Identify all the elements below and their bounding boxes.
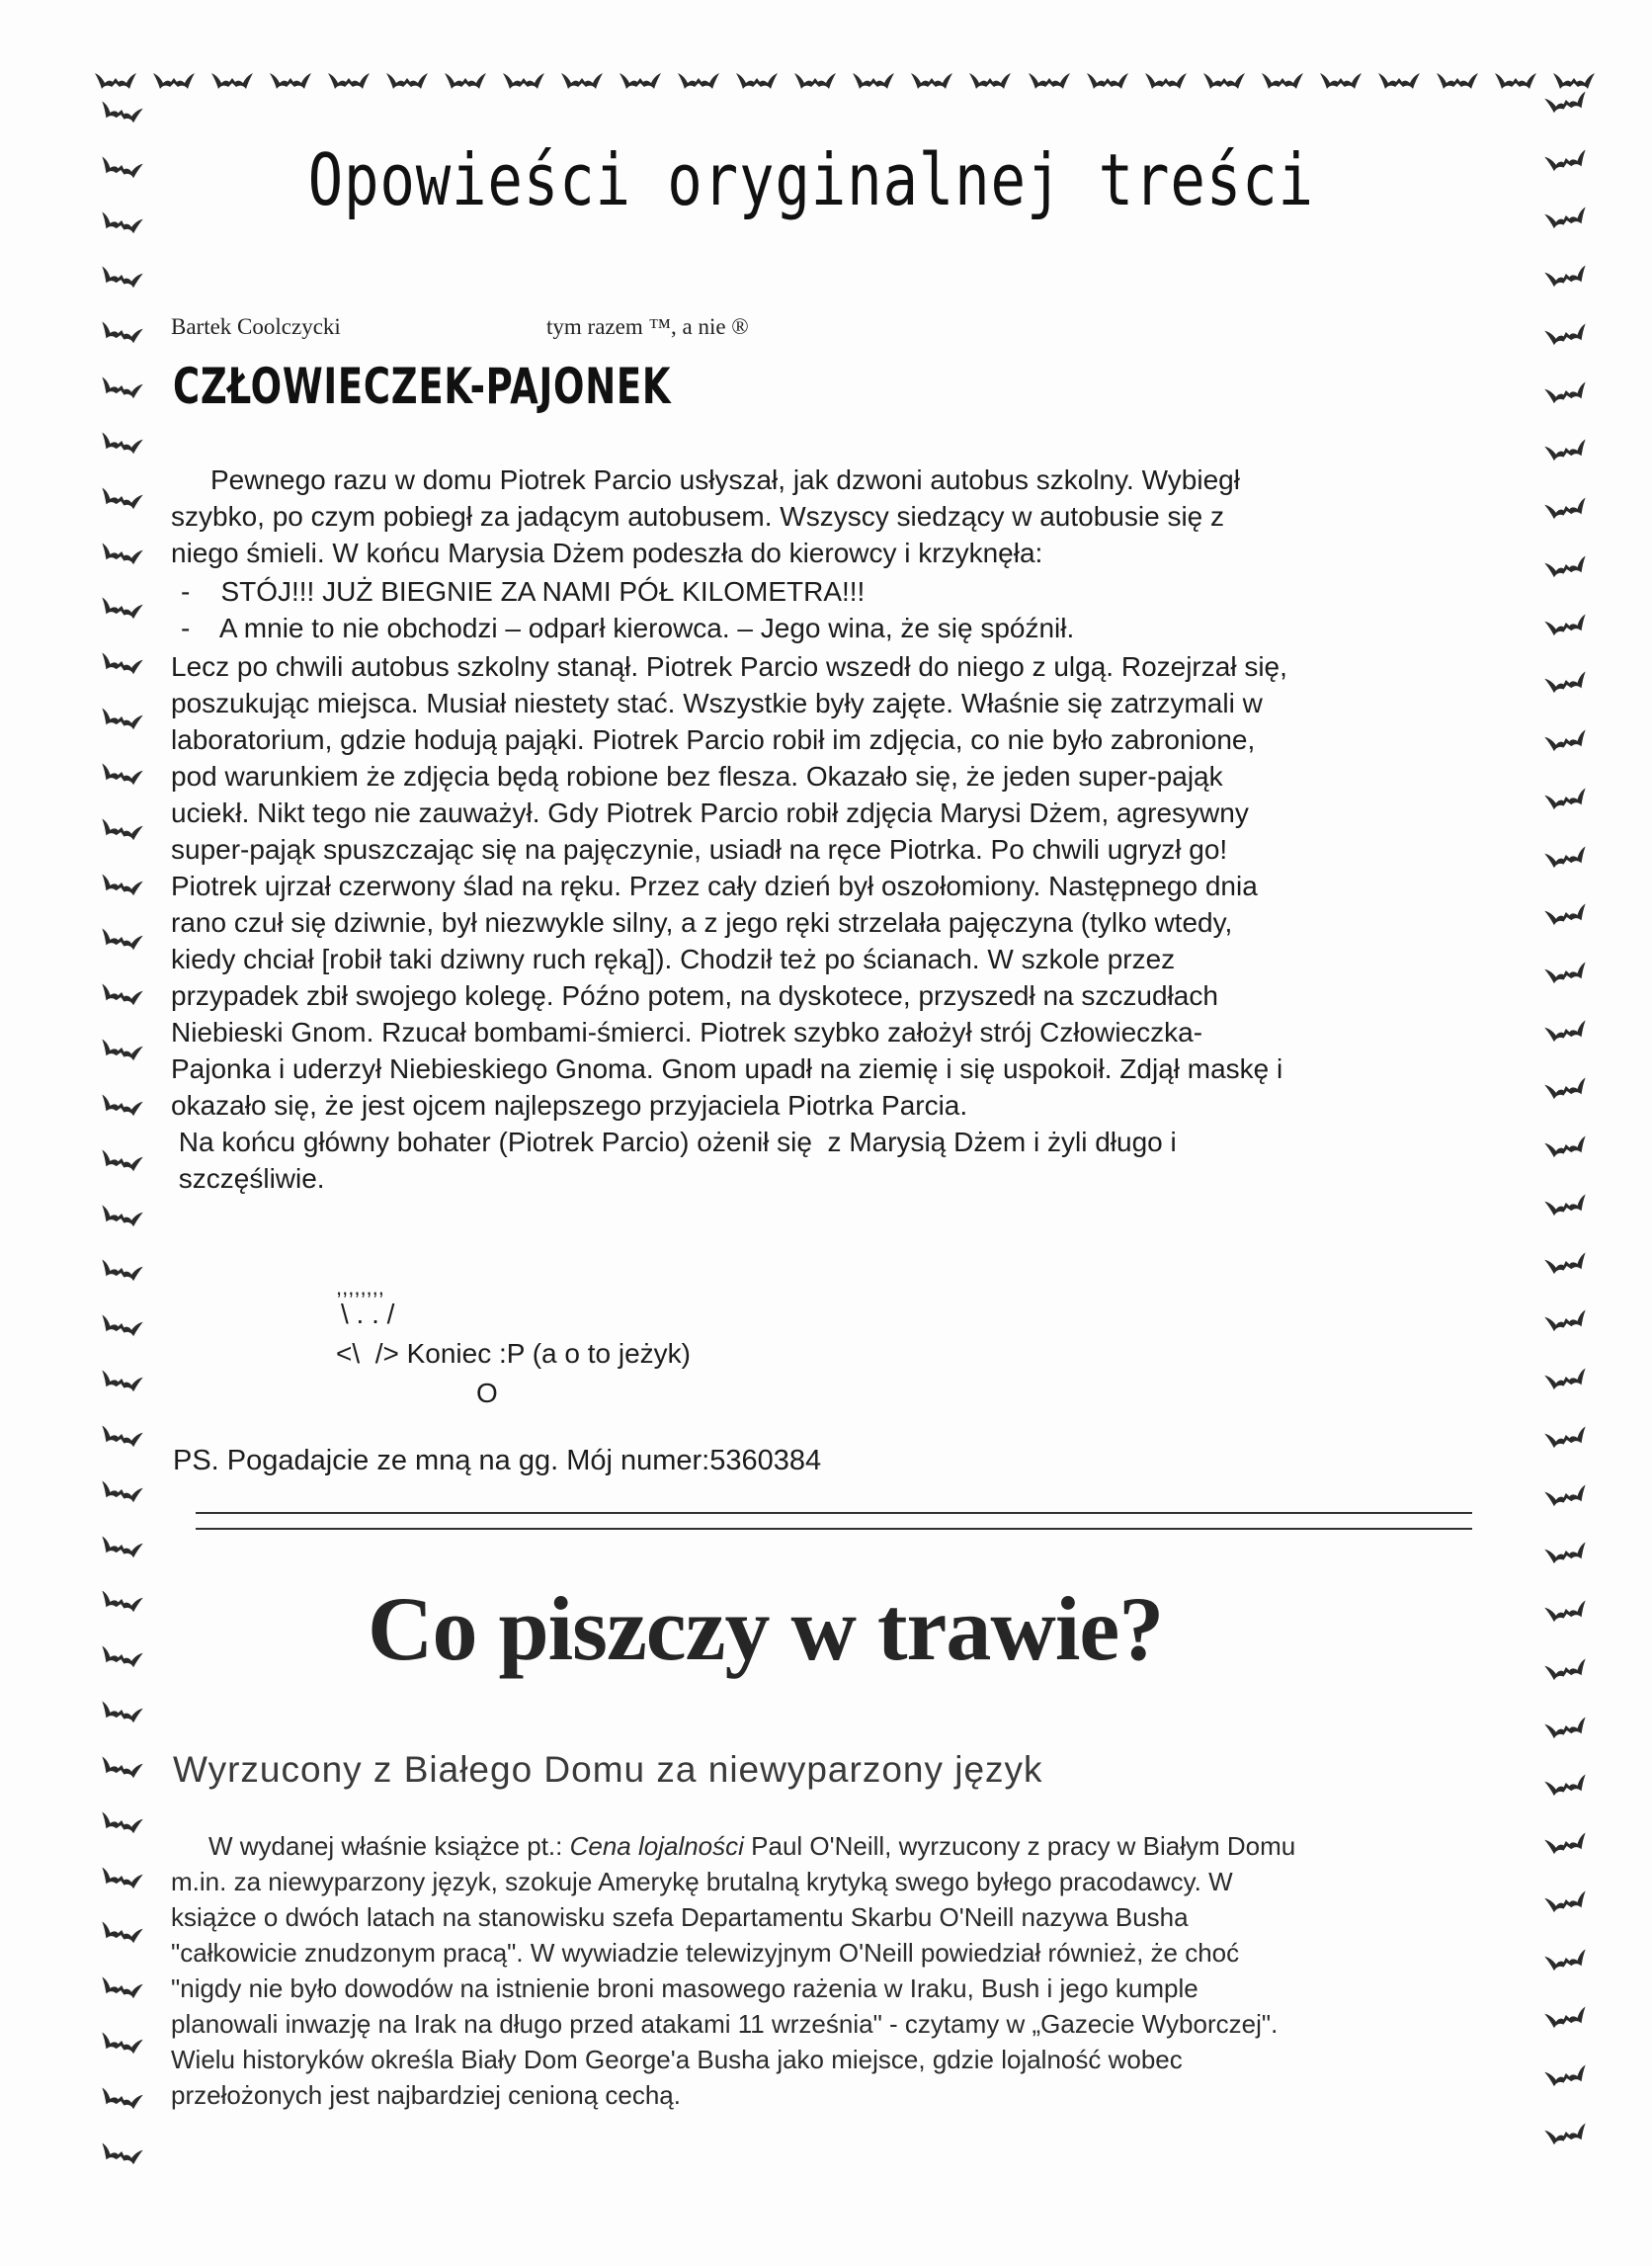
- story-line: Na końcu główny bohater (Piotrek Parcio) ożenił się z Marysią Dżem i żyli długo i: [171, 1127, 1177, 1157]
- bat-icon: [1544, 553, 1588, 577]
- story-dialogue-line: - STÓJ!!! JUŻ BIEGNIE ZA NAMI PÓŁ KILOMETRA!!!: [181, 576, 866, 607]
- bat-icon: [1544, 1947, 1588, 1971]
- bat-icon: [100, 1534, 143, 1557]
- story-line: szczęśliwie.: [171, 1163, 325, 1194]
- article-line: przełożonych jest najbardziej cenioną cechą.: [171, 2080, 681, 2110]
- ascii-art-line: <\ /> Koniec :P (a o to jeżyk): [336, 1338, 691, 1369]
- bat-icon: [1544, 786, 1588, 809]
- section-divider: [196, 1512, 1472, 1514]
- bat-icon: [100, 1368, 143, 1391]
- story-line: przypadek zbił swojego kolegę. Późno potem, na dyskotece, przyszedł na szczudłach: [171, 980, 1218, 1011]
- bat-icon: [1544, 205, 1588, 228]
- bat-icon: [100, 595, 143, 619]
- bat-icon: [1028, 67, 1071, 91]
- bat-icon: [910, 67, 953, 91]
- bat-icon: [1544, 321, 1588, 345]
- bat-icon: [100, 1423, 143, 1447]
- bat-icon: [1544, 960, 1588, 983]
- bat-icon: [210, 67, 254, 91]
- postscript: PS. Pogadajcie ze mną na gg. Mój numer:5360384: [173, 1445, 822, 1476]
- ascii-art-line: O: [476, 1378, 498, 1408]
- book-title: Cena lojalności: [569, 1831, 744, 1861]
- story-title: CZŁOWIECZEK-PAJONEK: [173, 358, 672, 415]
- bat-icon: [793, 67, 837, 91]
- bat-icon: [1544, 844, 1588, 868]
- article-line: [208, 1828, 1295, 1864]
- bat-icon: [968, 67, 1012, 91]
- bat-icon: [1544, 263, 1588, 287]
- story-line: okazało się, że jest ojcem najlepszego przyjaciela Piotrka Parcia.: [171, 1090, 968, 1121]
- bat-icon: [1544, 727, 1588, 751]
- bat-icon: [100, 1974, 143, 1998]
- bat-icon: [100, 2140, 143, 2164]
- article-line-suffix: Paul O'Neill, wyrzucony z pracy w Białym Domu: [743, 1831, 1296, 1861]
- ascii-art-line: \ . . /: [341, 1299, 395, 1329]
- story-line: kiedy chciał [robił taki dziwny ruch ręką]). Chodził też po ścianach. W szkole przez: [171, 944, 1176, 974]
- bat-icon: [1544, 1307, 1588, 1331]
- bat-icon: [100, 541, 143, 564]
- bat-icon: [100, 99, 143, 123]
- bat-icon: [1544, 1366, 1588, 1389]
- bat-icon: [735, 67, 779, 91]
- article-line: "nigdy nie było dowodów na istnienie broni masowego rażenia w Iraku, Bush i jego kumple: [171, 1973, 1198, 2003]
- bat-icon: [100, 926, 143, 950]
- bat-icon: [1544, 89, 1588, 113]
- bat-icon: [327, 67, 371, 91]
- article-line: książce o dwóch latach na stanowisku szefa Departamentu Skarbu O'Neill nazywa Busha: [171, 1902, 1189, 1932]
- bat-icon: [100, 264, 143, 288]
- bat-icon: [1319, 67, 1363, 91]
- bat-icon: [100, 319, 143, 343]
- bat-icon: [1544, 1192, 1588, 1216]
- bat-icon: [1544, 2062, 1588, 2086]
- bat-icon: [1377, 67, 1421, 91]
- bat-icon: [1544, 1250, 1588, 1274]
- story-line: Pajonka i uderzył Niebieskiego Gnoma. Gnom upadł na ziemię i się uspokoił. Zdjął maskę i: [171, 1053, 1283, 1084]
- story-line: poszukując miejsca. Musiał niestety stać. Wszystkie były zajęte. Właśnie się zatrzymali w: [171, 688, 1263, 718]
- bat-icon: [1544, 1075, 1588, 1099]
- bat-icon: [1544, 1133, 1588, 1157]
- bat-icon: [1544, 1424, 1588, 1448]
- story-line: laboratorium, gdzie hodują pająki. Piotrek Parcio robił im zdjęcia, co nie było zabronione,: [171, 724, 1256, 755]
- bat-icon: [100, 761, 143, 785]
- story-line: rano czuł się dziwnie, był niezwykle silny, a z jego ręki strzelała pajęczyna (tylko wtedy,: [171, 907, 1233, 938]
- bat-icon: [1544, 2004, 1588, 2028]
- bat-icon: [100, 706, 143, 729]
- bat-icon: [100, 981, 143, 1005]
- bat-icon: [1144, 67, 1188, 91]
- story-line: pod warunkiem że zdjęcia będą robione bez flesza. Okazało się, że jeden super-pająk: [171, 761, 1223, 792]
- bat-icon: [100, 650, 143, 674]
- bat-icon: [100, 1865, 143, 1888]
- bat-icon: [1544, 1540, 1588, 1563]
- bat-icon: [94, 67, 137, 91]
- story-line: uciekł. Nikt tego nie zauważył. Gdy Piotrek Parcio robił zdjęcia Marysi Dżem, agresywny: [171, 797, 1249, 828]
- bat-icon: [502, 67, 545, 91]
- ascii-art-line: ,,,,,,,,: [336, 1275, 384, 1300]
- bat-icon: [100, 1809, 143, 1833]
- bat-icon: [100, 430, 143, 454]
- bat-icon: [100, 154, 143, 178]
- bat-icon: [100, 1699, 143, 1722]
- bat-icon: [100, 1919, 143, 1943]
- bat-icon: [100, 872, 143, 895]
- story-line: niego śmieli. W końcu Marysia Dżem podeszła do kierowcy i krzyknęła:: [171, 538, 1043, 568]
- bat-icon: [1261, 67, 1304, 91]
- story-line: Lecz po chwili autobus szkolny stanął. Piotrek Parcio wszedł do niego z ulgą. Rozejrzał się,: [171, 651, 1287, 682]
- bat-icon: [1544, 1715, 1588, 1738]
- bat-icon: [1544, 669, 1588, 693]
- bat-icon: [100, 210, 143, 233]
- bat-icon: [100, 1754, 143, 1778]
- article-line: Wielu historyków określa Biały Dom George'a Busha jako miejsce, gdzie lojalność wobec: [171, 2045, 1183, 2074]
- bat-icon: [1544, 1482, 1588, 1506]
- trademark-note: tym razem ™, a nie ®: [546, 314, 749, 339]
- bat-icon: [1494, 67, 1537, 91]
- left-bat-border: [87, 99, 156, 2164]
- bat-icon: [100, 1643, 143, 1667]
- bat-icon: [100, 1147, 143, 1171]
- bat-icon: [100, 485, 143, 509]
- bat-icon: [677, 67, 720, 91]
- bat-icon: [852, 67, 895, 91]
- bat-icon: [1544, 1888, 1588, 1912]
- story-dialogue-line: - A mnie to nie obchodzi – odparł kierowca. – Jego wina, że się spóźnił.: [181, 613, 1075, 643]
- article-headline: Wyrzucony z Białego Domu za niewyparzony język: [173, 1749, 1043, 1790]
- bat-icon: [100, 375, 143, 398]
- bat-icon: [100, 1092, 143, 1116]
- bat-icon: [1544, 1598, 1588, 1622]
- bat-icon: [560, 67, 604, 91]
- page-title: Opowieści oryginalnej treści: [307, 138, 1314, 221]
- bat-icon: [100, 1478, 143, 1502]
- bat-icon: [269, 67, 312, 91]
- story-line: Piotrek ujrzał czerwony ślad na ręku. Przez cały dzień był oszołomiony. Następnego dnia: [171, 871, 1258, 901]
- bat-icon: [152, 67, 196, 91]
- bat-icon: [1544, 379, 1588, 403]
- bat-icon: [1544, 495, 1588, 519]
- bat-icon: [1544, 901, 1588, 925]
- bat-icon: [385, 67, 429, 91]
- article-line: planowali inwazję na Irak na długo przed atakami 11 września" - czytamy w „Gazecie Wyborczej".: [171, 2009, 1279, 2039]
- bat-icon: [1436, 67, 1479, 91]
- bat-icon: [100, 1588, 143, 1612]
- section-divider: [196, 1528, 1472, 1530]
- section-title: Co piszczy w trawie?: [368, 1578, 1164, 1679]
- story-line: szybko, po czym pobiegł za jadącym autobusem. Wszyscy siedzący w autobusie się z: [171, 501, 1225, 532]
- right-bat-border: [1527, 89, 1606, 2144]
- bat-icon: [1544, 1830, 1588, 1854]
- author-name: Bartek Coolczycki: [171, 314, 341, 339]
- bat-icon: [1544, 1018, 1588, 1042]
- bat-icon: [1544, 612, 1588, 635]
- bat-icon: [1544, 2121, 1588, 2144]
- bat-icon: [1552, 67, 1596, 91]
- bat-icon: [619, 67, 662, 91]
- bat-icon: [1544, 437, 1588, 461]
- bat-icon: [100, 2085, 143, 2109]
- story-line: Pewnego razu w domu Piotrek Parcio usłyszał, jak dzwoni autobus szkolny. Wybiegł: [210, 464, 1240, 495]
- story-line: Niebieski Gnom. Rzucał bombami-śmierci. Piotrek szybko założył strój Człowieczka-: [171, 1017, 1203, 1048]
- top-bat-border: [94, 49, 1596, 109]
- bat-icon: [1086, 67, 1129, 91]
- bat-icon: [100, 816, 143, 840]
- bat-icon: [100, 1203, 143, 1226]
- bat-icon: [100, 1037, 143, 1060]
- bat-icon: [1544, 1656, 1588, 1680]
- bat-icon: [444, 67, 487, 91]
- article-line: m.in. za niewyparzony język, szokuje Amerykę brutalną krytyką swego byłego pracodawcy. W: [171, 1867, 1233, 1896]
- article-line: "całkowicie znudzonym pracą". W wywiadzie telewizyjnym O'Neill powiedział również, że choć: [171, 1938, 1240, 1968]
- story-line: super-pająk spuszczając się na pajęczynie, usiadł na ręce Piotrka. Po chwili ugryzł go!: [171, 834, 1228, 865]
- bat-icon: [1544, 1772, 1588, 1796]
- bat-icon: [1544, 147, 1588, 171]
- bat-icon: [1202, 67, 1246, 91]
- bat-icon: [100, 1312, 143, 1336]
- bat-icon: [100, 1257, 143, 1281]
- article-line-prefix: W wydanej właśnie książce pt.:: [208, 1831, 570, 1861]
- bat-icon: [100, 2030, 143, 2054]
